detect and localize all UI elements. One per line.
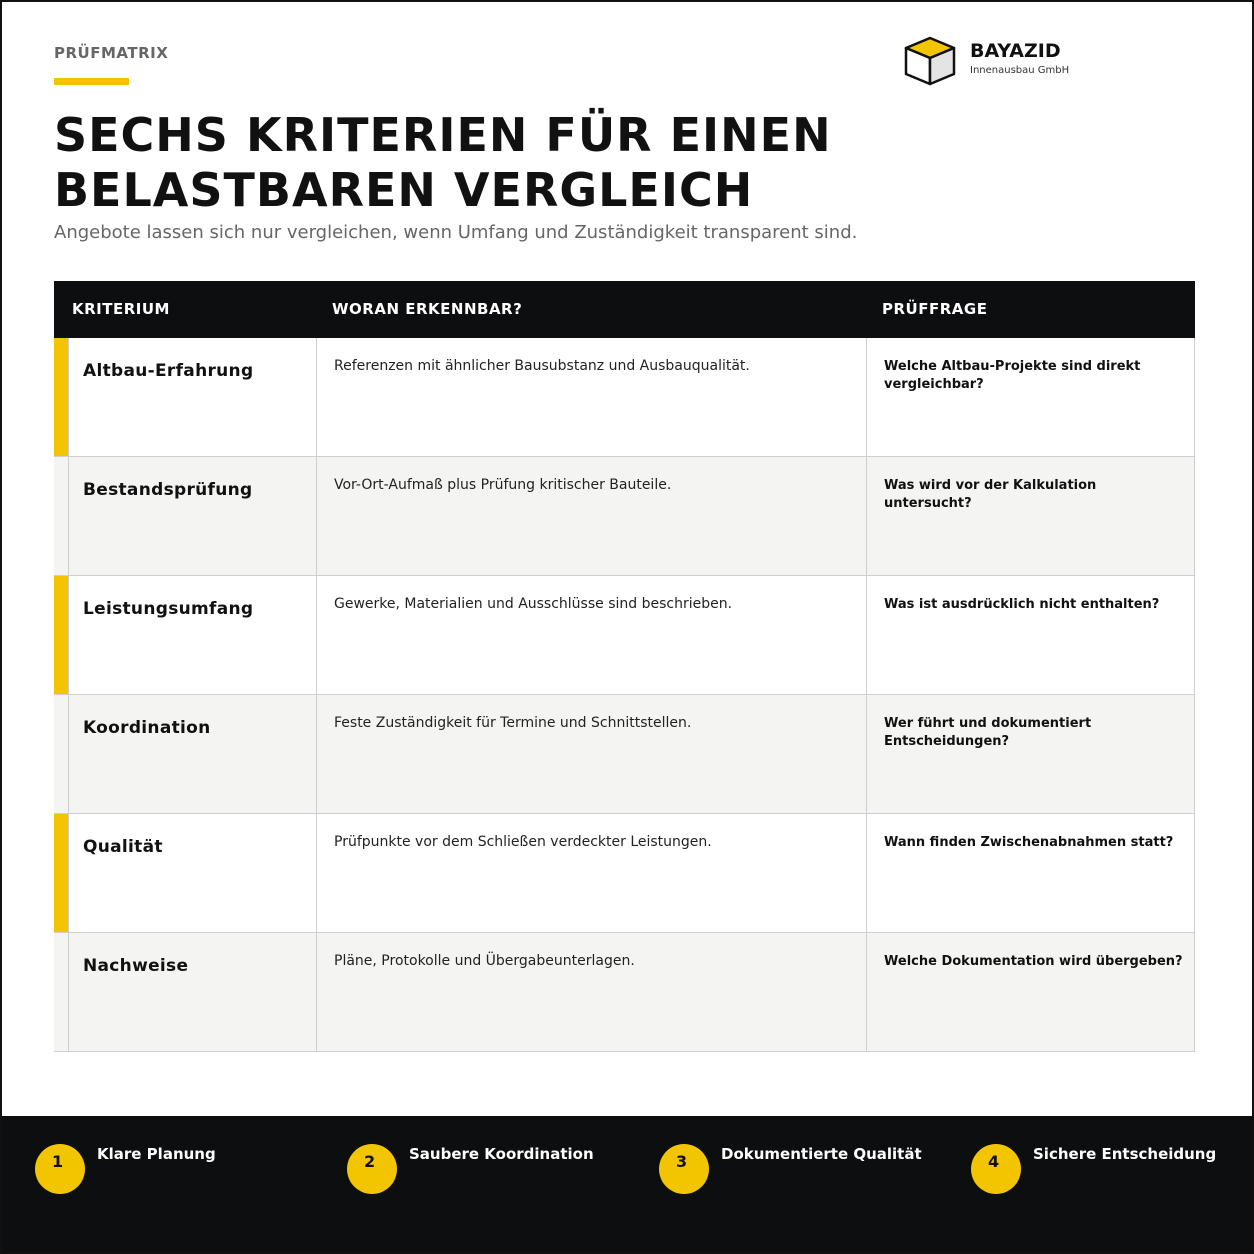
step-number-badge: 3 [659,1144,709,1194]
table-row [54,933,1195,1052]
pillar-item [35,1144,335,1204]
page-subtitle: Angebote lassen sich nur vergleichen, wenn Umfang und Zuständigkeit transparent sind. [54,222,858,243]
indicator-cell: Prüfpunkte vor dem Schließen verdeckter Leistungen. [334,834,712,850]
indicator-cell: Vor-Ort-Aufmaß plus Prüfung kritischer Bauteile. [334,477,672,493]
criterion-cell: Koordination [83,718,211,738]
criterion-cell: Leistungsumfang [83,599,254,619]
pillar-item [971,1144,1254,1204]
pillar-label: Sichere Entscheidung [1033,1145,1217,1163]
pillar-label: Saubere Koordination [409,1145,594,1163]
column-header-criterion: KRITERIUM [72,300,170,318]
table-row [54,338,1195,457]
logo-name: BAYAZID [970,40,1061,62]
table-body [54,338,1195,1052]
step-number-badge: 2 [347,1144,397,1194]
criterion-cell: Qualität [83,837,163,857]
table-row [54,457,1195,576]
cube-icon [902,34,958,90]
indicator-cell: Gewerke, Materialien und Ausschlüsse sind beschrieben. [334,596,733,612]
indicator-cell: Pläne, Protokolle und Übergabeunterlagen. [334,953,635,969]
page-title: SECHS KRITERIEN FÜR EINEN BELASTBAREN VERGLEICH [54,108,832,217]
logo-tagline: Innenausbau GmbH [970,65,1070,76]
step-number-badge: 1 [35,1144,85,1194]
pillar-item [347,1144,647,1204]
criteria-matrix [54,281,1195,1052]
company-logo [902,34,1122,90]
question-cell: Welche Dokumentation wird übergeben? [884,954,1183,969]
pillar-label: Dokumentierte Qualität [721,1145,922,1163]
question-cell: Wer führt und dokumentiert Entscheidungen? [884,716,1092,749]
column-header-indicator: WORAN ERKENNBAR? [332,300,523,318]
table-row [54,576,1195,695]
table-row [54,695,1195,814]
question-cell: Welche Altbau-Projekte sind direkt vergleichbar? [884,359,1141,392]
indicator-cell: Referenzen mit ähnlicher Bausubstanz und Ausbauqualität. [334,358,750,374]
column-header-question: PRÜFFRAGE [882,300,988,318]
question-cell: Was wird vor der Kalkulation untersucht? [884,478,1097,511]
table-header [54,281,1195,338]
indicator-cell: Feste Zuständigkeit für Termine und Schnittstellen. [334,715,692,731]
eyebrow-label: PRÜFMATRIX [54,44,169,62]
step-number-badge: 4 [971,1144,1021,1194]
criterion-cell: Altbau-Erfahrung [83,361,254,381]
footer-band [2,1116,1252,1252]
criterion-cell: Bestandsprüfung [83,480,253,500]
pillar-label: Klare Planung [97,1145,216,1163]
table-row [54,814,1195,933]
pillar-item [659,1144,959,1204]
question-cell: Wann finden Zwischenabnahmen statt? [884,835,1174,850]
eyebrow-underline [54,78,129,85]
criterion-cell: Nachweise [83,956,189,976]
question-cell: Was ist ausdrücklich nicht enthalten? [884,597,1160,612]
